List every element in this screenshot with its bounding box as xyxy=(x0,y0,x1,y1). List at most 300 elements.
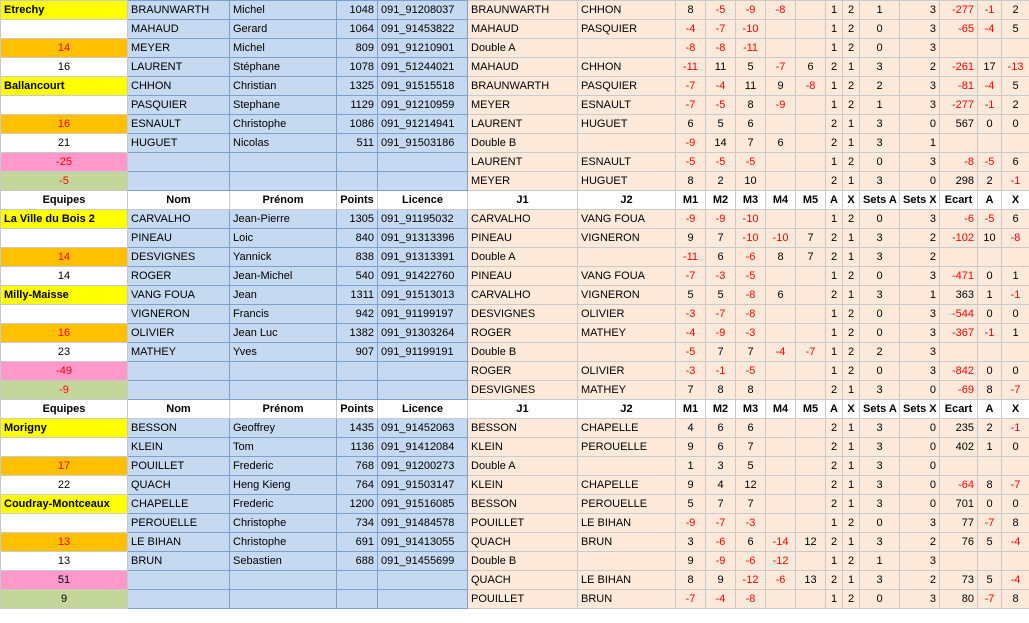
player-firstname-cell[interactable]: Michel xyxy=(230,39,337,58)
player-points-cell[interactable] xyxy=(337,590,378,609)
ecart-cell[interactable]: -8 xyxy=(940,153,978,172)
player-name-cell[interactable]: BRUN xyxy=(128,552,230,571)
sets-a-cell[interactable]: 3 xyxy=(860,115,900,134)
column-header[interactable]: M3 xyxy=(736,400,766,419)
set-score-cell[interactable]: -9 xyxy=(706,324,736,343)
result-x-cell[interactable]: 1 xyxy=(843,58,860,77)
ecart-x-cell[interactable]: -1 xyxy=(1002,286,1029,305)
player-name-cell[interactable]: LAURENT xyxy=(128,58,230,77)
sets-a-cell[interactable]: 3 xyxy=(860,419,900,438)
set-score-cell[interactable] xyxy=(766,115,796,134)
set-score-cell[interactable]: 14 xyxy=(706,134,736,153)
match-player1-cell[interactable]: Double A xyxy=(468,39,578,58)
result-x-cell[interactable]: 1 xyxy=(843,248,860,267)
team-cell[interactable] xyxy=(1,229,128,248)
match-player1-cell[interactable]: ROGER xyxy=(468,324,578,343)
match-player1-cell[interactable]: MAHAUD xyxy=(468,58,578,77)
ecart-x-cell[interactable]: 0 xyxy=(1002,362,1029,381)
match-player2-cell[interactable]: BRUN xyxy=(578,533,676,552)
match-player1-cell[interactable]: MEYER xyxy=(468,172,578,191)
result-x-cell[interactable]: 1 xyxy=(843,495,860,514)
result-x-cell[interactable]: 1 xyxy=(843,115,860,134)
result-a-cell[interactable]: 2 xyxy=(826,134,843,153)
match-player2-cell[interactable]: PASQUIER xyxy=(578,77,676,96)
team-cell[interactable]: Etrechy xyxy=(1,1,128,20)
set-score-cell[interactable] xyxy=(766,381,796,400)
result-a-cell[interactable]: 1 xyxy=(826,552,843,571)
set-score-cell[interactable]: 7 xyxy=(736,343,766,362)
result-x-cell[interactable]: 2 xyxy=(843,96,860,115)
set-score-cell[interactable]: -6 xyxy=(706,533,736,552)
player-firstname-cell[interactable]: Gerard xyxy=(230,20,337,39)
ecart-a-cell[interactable] xyxy=(978,343,1002,362)
set-score-cell[interactable] xyxy=(796,172,826,191)
player-firstname-cell[interactable]: Jean-Michel xyxy=(230,267,337,286)
match-player2-cell[interactable]: LE BIHAN xyxy=(578,514,676,533)
player-firstname-cell[interactable]: Stephane xyxy=(230,96,337,115)
ecart-a-cell[interactable]: 8 xyxy=(978,381,1002,400)
ecart-x-cell[interactable] xyxy=(1002,552,1029,571)
sets-x-cell[interactable]: 3 xyxy=(900,305,940,324)
match-player1-cell[interactable]: POUILLET xyxy=(468,514,578,533)
ecart-cell[interactable]: -277 xyxy=(940,96,978,115)
sets-x-cell[interactable]: 2 xyxy=(900,58,940,77)
ecart-x-cell[interactable]: -4 xyxy=(1002,571,1029,590)
column-header[interactable]: Sets X xyxy=(900,191,940,210)
player-name-cell[interactable]: CARVALHO xyxy=(128,210,230,229)
ecart-a-cell[interactable]: -5 xyxy=(978,210,1002,229)
set-score-cell[interactable]: 8 xyxy=(766,248,796,267)
player-licence-cell[interactable]: 091_91413055 xyxy=(378,533,468,552)
set-score-cell[interactable] xyxy=(796,210,826,229)
set-score-cell[interactable]: -11 xyxy=(676,248,706,267)
player-firstname-cell[interactable] xyxy=(230,571,337,590)
sets-x-cell[interactable]: 3 xyxy=(900,96,940,115)
set-score-cell[interactable]: -8 xyxy=(736,305,766,324)
player-firstname-cell[interactable]: Christophe xyxy=(230,533,337,552)
set-score-cell[interactable]: -8 xyxy=(676,39,706,58)
player-points-cell[interactable]: 840 xyxy=(337,229,378,248)
sets-x-cell[interactable]: 3 xyxy=(900,39,940,58)
ecart-a-cell[interactable]: 8 xyxy=(978,476,1002,495)
player-firstname-cell[interactable]: Jean xyxy=(230,286,337,305)
match-player1-cell[interactable]: QUACH xyxy=(468,571,578,590)
match-player1-cell[interactable]: BESSON xyxy=(468,495,578,514)
player-firstname-cell[interactable]: Jean-Pierre xyxy=(230,210,337,229)
column-header[interactable]: Points xyxy=(337,191,378,210)
match-player2-cell[interactable] xyxy=(578,248,676,267)
set-score-cell[interactable]: -7 xyxy=(676,267,706,286)
match-player1-cell[interactable]: LAURENT xyxy=(468,153,578,172)
sets-x-cell[interactable]: 3 xyxy=(900,20,940,39)
sets-x-cell[interactable]: 3 xyxy=(900,343,940,362)
match-player2-cell[interactable]: VIGNERON xyxy=(578,229,676,248)
ecart-a-cell[interactable]: -1 xyxy=(978,324,1002,343)
set-score-cell[interactable]: -8 xyxy=(706,39,736,58)
set-score-cell[interactable] xyxy=(796,457,826,476)
player-points-cell[interactable]: 688 xyxy=(337,552,378,571)
set-score-cell[interactable] xyxy=(766,419,796,438)
match-player2-cell[interactable]: CHAPELLE xyxy=(578,476,676,495)
match-player2-cell[interactable]: VIGNERON xyxy=(578,286,676,305)
set-score-cell[interactable]: -5 xyxy=(706,1,736,20)
team-cell[interactable] xyxy=(1,438,128,457)
player-firstname-cell[interactable] xyxy=(230,590,337,609)
sets-x-cell[interactable]: 0 xyxy=(900,476,940,495)
ecart-x-cell[interactable]: 0 xyxy=(1002,438,1029,457)
team-cell[interactable] xyxy=(1,20,128,39)
ecart-cell[interactable]: 402 xyxy=(940,438,978,457)
sets-a-cell[interactable]: 1 xyxy=(860,96,900,115)
player-firstname-cell[interactable]: Jean Luc xyxy=(230,324,337,343)
match-player2-cell[interactable] xyxy=(578,134,676,153)
ecart-cell[interactable]: 80 xyxy=(940,590,978,609)
set-score-cell[interactable]: -10 xyxy=(736,229,766,248)
player-licence-cell[interactable] xyxy=(378,362,468,381)
player-licence-cell[interactable]: 091_91200273 xyxy=(378,457,468,476)
sets-x-cell[interactable]: 1 xyxy=(900,134,940,153)
player-points-cell[interactable]: 1382 xyxy=(337,324,378,343)
set-score-cell[interactable] xyxy=(766,514,796,533)
set-score-cell[interactable] xyxy=(796,438,826,457)
ecart-x-cell[interactable]: 6 xyxy=(1002,210,1029,229)
player-firstname-cell[interactable]: Heng Kieng xyxy=(230,476,337,495)
ecart-a-cell[interactable]: 1 xyxy=(978,286,1002,305)
set-score-cell[interactable]: -5 xyxy=(676,153,706,172)
match-player1-cell[interactable]: PINEAU xyxy=(468,229,578,248)
team-cell[interactable]: -5 xyxy=(1,172,128,191)
player-firstname-cell[interactable]: Michel xyxy=(230,1,337,20)
ecart-x-cell[interactable]: -7 xyxy=(1002,476,1029,495)
player-firstname-cell[interactable] xyxy=(230,381,337,400)
column-header[interactable]: J2 xyxy=(578,400,676,419)
player-firstname-cell[interactable]: Frederic xyxy=(230,495,337,514)
column-header[interactable]: M2 xyxy=(706,191,736,210)
column-header[interactable]: J2 xyxy=(578,191,676,210)
set-score-cell[interactable] xyxy=(766,590,796,609)
sets-a-cell[interactable]: 1 xyxy=(860,552,900,571)
player-name-cell[interactable] xyxy=(128,381,230,400)
result-a-cell[interactable]: 2 xyxy=(826,457,843,476)
ecart-x-cell[interactable]: -1 xyxy=(1002,172,1029,191)
ecart-x-cell[interactable]: 8 xyxy=(1002,514,1029,533)
set-score-cell[interactable]: 6 xyxy=(766,134,796,153)
column-header[interactable]: M5 xyxy=(796,400,826,419)
sets-x-cell[interactable]: 2 xyxy=(900,571,940,590)
result-x-cell[interactable]: 2 xyxy=(843,514,860,533)
player-licence-cell[interactable]: 091_91195032 xyxy=(378,210,468,229)
set-score-cell[interactable] xyxy=(766,305,796,324)
player-licence-cell[interactable]: 091_91208037 xyxy=(378,1,468,20)
ecart-cell[interactable]: -64 xyxy=(940,476,978,495)
sets-a-cell[interactable]: 1 xyxy=(860,1,900,20)
ecart-x-cell[interactable]: 0 xyxy=(1002,115,1029,134)
set-score-cell[interactable] xyxy=(766,476,796,495)
set-score-cell[interactable] xyxy=(796,153,826,172)
ecart-x-cell[interactable] xyxy=(1002,39,1029,58)
set-score-cell[interactable]: -6 xyxy=(736,248,766,267)
result-a-cell[interactable]: 2 xyxy=(826,495,843,514)
column-header[interactable]: A xyxy=(826,400,843,419)
set-score-cell[interactable]: -9 xyxy=(676,134,706,153)
ecart-cell[interactable]: -102 xyxy=(940,229,978,248)
team-cell[interactable] xyxy=(1,514,128,533)
player-firstname-cell[interactable]: Yves xyxy=(230,343,337,362)
set-score-cell[interactable] xyxy=(796,20,826,39)
sets-a-cell[interactable]: 3 xyxy=(860,248,900,267)
team-cell[interactable]: 22 xyxy=(1,476,128,495)
set-score-cell[interactable]: 11 xyxy=(736,77,766,96)
match-player1-cell[interactable]: QUACH xyxy=(468,533,578,552)
sets-a-cell[interactable]: 0 xyxy=(860,590,900,609)
column-header[interactable]: Nom xyxy=(128,400,230,419)
ecart-x-cell[interactable] xyxy=(1002,134,1029,153)
player-name-cell[interactable]: PINEAU xyxy=(128,229,230,248)
player-points-cell[interactable]: 942 xyxy=(337,305,378,324)
result-a-cell[interactable]: 1 xyxy=(826,362,843,381)
set-score-cell[interactable]: -8 xyxy=(796,77,826,96)
set-score-cell[interactable] xyxy=(766,153,796,172)
player-name-cell[interactable]: LE BIHAN xyxy=(128,533,230,552)
team-cell[interactable]: La Ville du Bois 2 xyxy=(1,210,128,229)
player-points-cell[interactable]: 1048 xyxy=(337,1,378,20)
ecart-cell[interactable] xyxy=(940,552,978,571)
player-licence-cell[interactable]: 091_91503186 xyxy=(378,134,468,153)
result-x-cell[interactable]: 2 xyxy=(843,362,860,381)
result-x-cell[interactable]: 1 xyxy=(843,533,860,552)
ecart-cell[interactable]: -471 xyxy=(940,267,978,286)
set-score-cell[interactable] xyxy=(796,476,826,495)
result-x-cell[interactable]: 2 xyxy=(843,1,860,20)
player-points-cell[interactable]: 511 xyxy=(337,134,378,153)
set-score-cell[interactable]: 6 xyxy=(766,286,796,305)
ecart-cell[interactable]: 567 xyxy=(940,115,978,134)
player-licence-cell[interactable] xyxy=(378,172,468,191)
match-player2-cell[interactable]: PEROUELLE xyxy=(578,438,676,457)
set-score-cell[interactable]: 5 xyxy=(706,115,736,134)
set-score-cell[interactable]: -5 xyxy=(736,362,766,381)
player-name-cell[interactable]: MEYER xyxy=(128,39,230,58)
player-firstname-cell[interactable]: Christophe xyxy=(230,115,337,134)
set-score-cell[interactable]: 7 xyxy=(736,495,766,514)
ecart-a-cell[interactable]: -7 xyxy=(978,590,1002,609)
result-x-cell[interactable]: 1 xyxy=(843,229,860,248)
player-name-cell[interactable]: CHHON xyxy=(128,77,230,96)
set-score-cell[interactable]: 8 xyxy=(676,571,706,590)
team-cell[interactable]: -25 xyxy=(1,153,128,172)
set-score-cell[interactable]: -9 xyxy=(706,210,736,229)
player-licence-cell[interactable]: 091_91513013 xyxy=(378,286,468,305)
result-x-cell[interactable]: 2 xyxy=(843,267,860,286)
ecart-a-cell[interactable]: 0 xyxy=(978,267,1002,286)
set-score-cell[interactable]: -1 xyxy=(706,362,736,381)
ecart-cell[interactable]: -69 xyxy=(940,381,978,400)
set-score-cell[interactable]: 7 xyxy=(706,495,736,514)
set-score-cell[interactable]: 9 xyxy=(676,229,706,248)
player-points-cell[interactable]: 768 xyxy=(337,457,378,476)
ecart-x-cell[interactable]: -7 xyxy=(1002,381,1029,400)
set-score-cell[interactable]: -7 xyxy=(706,305,736,324)
set-score-cell[interactable]: -4 xyxy=(676,20,706,39)
sets-a-cell[interactable]: 3 xyxy=(860,571,900,590)
set-score-cell[interactable] xyxy=(796,419,826,438)
sets-a-cell[interactable]: 0 xyxy=(860,362,900,381)
set-score-cell[interactable] xyxy=(796,590,826,609)
set-score-cell[interactable]: -10 xyxy=(766,229,796,248)
ecart-a-cell[interactable] xyxy=(978,248,1002,267)
player-name-cell[interactable]: PEROUELLE xyxy=(128,514,230,533)
set-score-cell[interactable]: -9 xyxy=(676,514,706,533)
set-score-cell[interactable]: -7 xyxy=(676,590,706,609)
match-player2-cell[interactable] xyxy=(578,343,676,362)
player-firstname-cell[interactable]: Frederic xyxy=(230,457,337,476)
column-header[interactable]: Prénom xyxy=(230,400,337,419)
set-score-cell[interactable]: -7 xyxy=(676,77,706,96)
column-header[interactable]: M3 xyxy=(736,191,766,210)
player-points-cell[interactable]: 1129 xyxy=(337,96,378,115)
set-score-cell[interactable]: 5 xyxy=(676,286,706,305)
column-header[interactable]: Ecart xyxy=(940,400,978,419)
sets-x-cell[interactable]: 3 xyxy=(900,153,940,172)
player-firstname-cell[interactable]: Geoffrey xyxy=(230,419,337,438)
set-score-cell[interactable]: 4 xyxy=(706,476,736,495)
player-firstname-cell[interactable]: Francis xyxy=(230,305,337,324)
set-score-cell[interactable]: -4 xyxy=(676,324,706,343)
player-points-cell[interactable]: 1311 xyxy=(337,286,378,305)
ecart-cell[interactable]: 73 xyxy=(940,571,978,590)
player-points-cell[interactable]: 540 xyxy=(337,267,378,286)
player-firstname-cell[interactable]: Stéphane xyxy=(230,58,337,77)
ecart-cell[interactable]: -6 xyxy=(940,210,978,229)
column-header[interactable]: Points xyxy=(337,400,378,419)
player-points-cell[interactable]: 1305 xyxy=(337,210,378,229)
sets-a-cell[interactable]: 2 xyxy=(860,77,900,96)
set-score-cell[interactable] xyxy=(796,115,826,134)
match-player1-cell[interactable]: BRAUNWARTH xyxy=(468,77,578,96)
sets-x-cell[interactable]: 0 xyxy=(900,419,940,438)
result-x-cell[interactable]: 1 xyxy=(843,571,860,590)
player-points-cell[interactable]: 1325 xyxy=(337,77,378,96)
set-score-cell[interactable]: -9 xyxy=(766,96,796,115)
match-player1-cell[interactable]: Double B xyxy=(468,134,578,153)
set-score-cell[interactable]: -5 xyxy=(706,153,736,172)
team-cell[interactable]: Milly-Maisse xyxy=(1,286,128,305)
result-a-cell[interactable]: 1 xyxy=(826,305,843,324)
ecart-a-cell[interactable]: 17 xyxy=(978,58,1002,77)
result-x-cell[interactable]: 1 xyxy=(843,438,860,457)
ecart-a-cell[interactable] xyxy=(978,457,1002,476)
set-score-cell[interactable]: 6 xyxy=(706,248,736,267)
sets-a-cell[interactable]: 3 xyxy=(860,381,900,400)
player-points-cell[interactable] xyxy=(337,153,378,172)
result-x-cell[interactable]: 2 xyxy=(843,343,860,362)
result-x-cell[interactable]: 1 xyxy=(843,286,860,305)
result-a-cell[interactable]: 1 xyxy=(826,590,843,609)
sets-x-cell[interactable]: 3 xyxy=(900,590,940,609)
sets-a-cell[interactable]: 3 xyxy=(860,457,900,476)
team-cell[interactable] xyxy=(1,305,128,324)
set-score-cell[interactable]: -11 xyxy=(736,39,766,58)
result-a-cell[interactable]: 2 xyxy=(826,229,843,248)
set-score-cell[interactable] xyxy=(766,495,796,514)
match-player1-cell[interactable]: PINEAU xyxy=(468,267,578,286)
player-points-cell[interactable]: 1136 xyxy=(337,438,378,457)
set-score-cell[interactable] xyxy=(766,324,796,343)
result-x-cell[interactable]: 1 xyxy=(843,419,860,438)
ecart-a-cell[interactable] xyxy=(978,552,1002,571)
player-points-cell[interactable]: 809 xyxy=(337,39,378,58)
set-score-cell[interactable]: -3 xyxy=(676,305,706,324)
set-score-cell[interactable]: 12 xyxy=(736,476,766,495)
ecart-a-cell[interactable]: -4 xyxy=(978,20,1002,39)
column-header[interactable]: Sets X xyxy=(900,400,940,419)
ecart-cell[interactable] xyxy=(940,343,978,362)
ecart-a-cell[interactable]: 2 xyxy=(978,419,1002,438)
player-licence-cell[interactable]: 091_91210959 xyxy=(378,96,468,115)
match-player2-cell[interactable]: CHHON xyxy=(578,1,676,20)
set-score-cell[interactable] xyxy=(796,305,826,324)
player-name-cell[interactable]: PASQUIER xyxy=(128,96,230,115)
set-score-cell[interactable]: -3 xyxy=(676,362,706,381)
column-header[interactable]: A xyxy=(978,400,1002,419)
set-score-cell[interactable]: -7 xyxy=(796,343,826,362)
player-firstname-cell[interactable]: Nicolas xyxy=(230,134,337,153)
sets-x-cell[interactable]: 3 xyxy=(900,362,940,381)
set-score-cell[interactable]: -10 xyxy=(736,20,766,39)
column-header[interactable]: M1 xyxy=(676,400,706,419)
result-x-cell[interactable]: 1 xyxy=(843,381,860,400)
player-name-cell[interactable] xyxy=(128,571,230,590)
player-licence-cell[interactable]: 091_91412084 xyxy=(378,438,468,457)
player-firstname-cell[interactable]: Christian xyxy=(230,77,337,96)
result-a-cell[interactable]: 1 xyxy=(826,1,843,20)
result-x-cell[interactable]: 1 xyxy=(843,476,860,495)
column-header[interactable]: J1 xyxy=(468,400,578,419)
match-player2-cell[interactable]: CHAPELLE xyxy=(578,419,676,438)
column-header[interactable]: Licence xyxy=(378,400,468,419)
ecart-cell[interactable]: -81 xyxy=(940,77,978,96)
match-player2-cell[interactable]: ESNAULT xyxy=(578,153,676,172)
match-player2-cell[interactable] xyxy=(578,39,676,58)
player-licence-cell[interactable]: 091_51244021 xyxy=(378,58,468,77)
result-a-cell[interactable]: 1 xyxy=(826,77,843,96)
column-header[interactable]: Prénom xyxy=(230,191,337,210)
column-header[interactable]: X xyxy=(1002,191,1029,210)
team-cell[interactable]: 9 xyxy=(1,590,128,609)
result-x-cell[interactable]: 2 xyxy=(843,210,860,229)
match-player1-cell[interactable]: KLEIN xyxy=(468,438,578,457)
player-name-cell[interactable]: MATHEY xyxy=(128,343,230,362)
sets-x-cell[interactable]: 0 xyxy=(900,495,940,514)
ecart-a-cell[interactable]: -7 xyxy=(978,514,1002,533)
result-a-cell[interactable]: 1 xyxy=(826,267,843,286)
ecart-x-cell[interactable]: 8 xyxy=(1002,590,1029,609)
set-score-cell[interactable]: -3 xyxy=(736,514,766,533)
match-player2-cell[interactable] xyxy=(578,457,676,476)
result-a-cell[interactable]: 1 xyxy=(826,20,843,39)
player-licence-cell[interactable]: 091_91452063 xyxy=(378,419,468,438)
ecart-x-cell[interactable] xyxy=(1002,248,1029,267)
match-player2-cell[interactable]: PASQUIER xyxy=(578,20,676,39)
set-score-cell[interactable]: -8 xyxy=(736,590,766,609)
result-x-cell[interactable]: 2 xyxy=(843,77,860,96)
player-name-cell[interactable]: ROGER xyxy=(128,267,230,286)
ecart-cell[interactable]: -277 xyxy=(940,1,978,20)
ecart-a-cell[interactable]: 10 xyxy=(978,229,1002,248)
team-cell[interactable]: Coudray-Montceaux xyxy=(1,495,128,514)
player-points-cell[interactable] xyxy=(337,571,378,590)
team-cell[interactable]: 17 xyxy=(1,457,128,476)
